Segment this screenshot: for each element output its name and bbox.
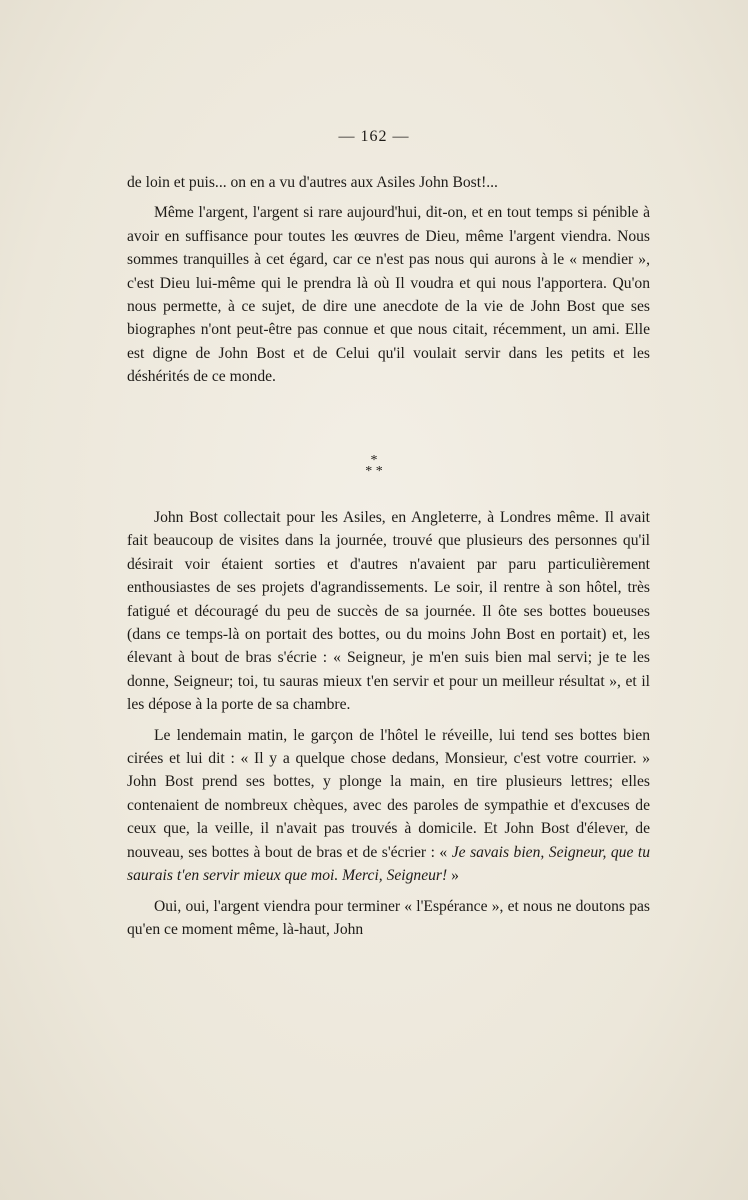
paragraph: Même l'argent, l'argent si rare aujourd'hui, dit-on, et en tout temps si pénible à avoir en suffisance pour toutes les œuvres de Dieu, même l'argent viendra. Nous sommes tranquilles à cet égard, car ce n'est pas nous qui aurons à le « mendier », c'est Dieu lui-même qui le prendra là où Il voudra et qui nous l'apportera. Qu'on nous permette, à ce sujet, de dire une anecdote de la vie de John Bost que ses biographes n'ont peut-être pas connue et que nous citait, récemment, un ami. Elle est digne de John Bost et de Celui qu'il voulait servir dans les petits et les déshérités de ce monde. — [127, 204, 650, 386]
italic-quote: Je savais bien, Seigneur, que tu saurais t'en servir mieux que moi. Merci, Seigneur! — [127, 843, 651, 885]
paragraph-text: Le lendemain matin, le garçon de l'hôtel le réveille, lui tend ses bottes bien cirées et lui dit : « Il y a quelque chose dedans, Monsieur, c'est votre courrier. » John Bost prend ses bottes, y plonge la main, en tire plusieurs lettres; elles contenaient de nombreux chèques, avec des paroles de sympathie et d'excuses de ceux que, la veille, il n'avait pas trouvés à domicile. Et John Bost d'élever, de nouveau, ses bottes à bout de bras et de s'écrier : « — [127, 726, 650, 861]
paragraph — [127, 724, 650, 888]
paragraph: de loin et puis... on en a vu d'autres aux Asiles John Bost!... — [127, 174, 498, 191]
text-block-top — [127, 171, 650, 389]
paragraph: Oui, oui, l'argent viendra pour terminer « l'Espérance », et nous ne doutons pas qu'en ce moment même, là-haut, John — [127, 897, 650, 938]
asterism-bottom: * * — [365, 464, 383, 479]
paragraph: John Bost collectait pour les Asiles, en Angleterre, à Londres même. Il avait fait beaucoup de visites dans la journée, trouvé que plusieurs des personnes qu'il désirait voir étaient sorties et d'autres n'avaient par paru particulièrement enthousiastes de ses projets d'agrandissements. Le soir, il rentre à son hôtel, très fatigué et découragé du peu de succès de sa journée. Il ôte ses bottes boueuses (dans ce temps-là on portait des bottes, ou du moins John Bost en portait) et, les élevant à bout de bras s'écrie : « Seigneur, je m'en suis bien mal servi; je te les donne, Seigneur; toi, tu sauras mieux t'en servir et pour un meilleur résultat », et il les dépose à la porte de sa chambre. — [127, 509, 650, 714]
asterism-top: * — [370, 453, 378, 468]
page-number: — 162 — — [338, 128, 410, 145]
text-block-bottom — [127, 506, 650, 941]
asterism-separator — [0, 455, 748, 477]
closing-quote: » — [447, 867, 459, 885]
